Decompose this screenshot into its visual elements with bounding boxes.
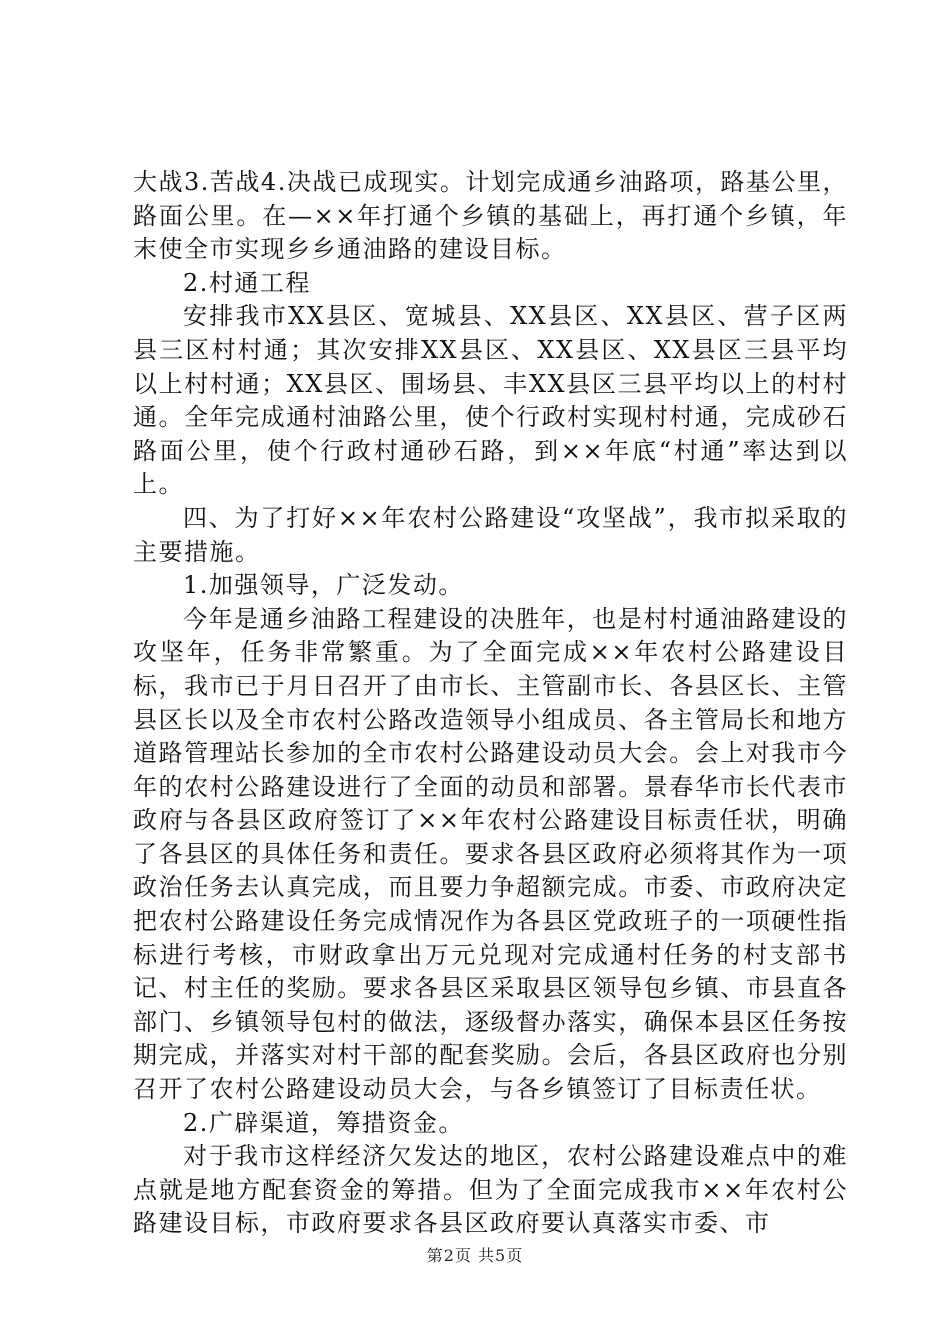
paragraph-4-heading: 四、为了打好××年农村公路建设“攻坚战”，我市拟采取的主要措施。 xyxy=(133,503,848,566)
paragraph-5-heading: 1.加强领导，广泛发动。 xyxy=(183,571,464,600)
paragraph-1: 大战3.苦战4.决战已成现实。计划完成通乡油路项，路基公里，路面公里。在—××年打通个乡镇的基础上，再打通个乡镇，年末使全市实现乡乡通油路的建设目标。 xyxy=(133,168,848,264)
page-footer xyxy=(0,1243,950,1266)
paragraph-7-heading: 2.广辟渠道，筹措资金。 xyxy=(183,1108,464,1137)
page-number-label: 第2页 共5页 xyxy=(426,1246,524,1265)
paragraph-3: 安排我市XX县区、宽城县、XX县区、XX县区、营子区两县三区村村通；其次安排XX县区、XX县区、XX县区三县平均以上村村通；XX县区、围场县、丰XX县区三县平均以上的村村通。全年完成通村油路公里，使个行政村实现村村通，完成砂石路面公里，使个行政村通砂石路，到××年底“村通”率达到以上。 xyxy=(133,302,848,499)
body-text xyxy=(133,166,848,1241)
paragraph-8: 对于我市这样经济欠发达的地区，农村公路建设难点中的难点就是地方配套资金的筹措。但为了全面完成我市××年农村公路建设目标，市政府要求各县区政府要认真落实市委、市 xyxy=(133,1142,848,1238)
paragraph-6: 今年是通乡油路工程建设的决胜年，也是村村通油路建设的攻坚年，任务非常繁重。为了全面完成××年农村公路建设目标，我市已于月日召开了由市长、主管副市长、各县区长、主管县区长以及全市农村公路改造领导小组成员、各主管局长和地方道路管理站长参加的全市农村公路建设动员大会。会上对我市今年的农村公路建设进行了全面的动员和部署。景春华市长代表市政府与各县区政府签订了××年农村公路建设目标责任状，明确了各县区的具体任务和责任。要求各县区政府必须将其作为一项政治任务去认真完成，而且要力争超额完成。市委、市政府决定把农村公路建设任务完成情况作为各县区党政班子的一项硬性指标进行考核，市财政拿出万元兑现对完成通村任务的村支部书记、村主任的奖励。要求各县区采取县区领导包乡镇、市县直各部门、乡镇领导包村的做法，逐级督办落实，确保本县区任务按期完成，并落实对村干部的配套奖励。会后，各县区政府也分别召开了农村公路建设动员大会，与各乡镇签订了目标责任状。 xyxy=(133,604,848,1104)
paragraph-2-heading: 2.村通工程 xyxy=(183,268,311,297)
